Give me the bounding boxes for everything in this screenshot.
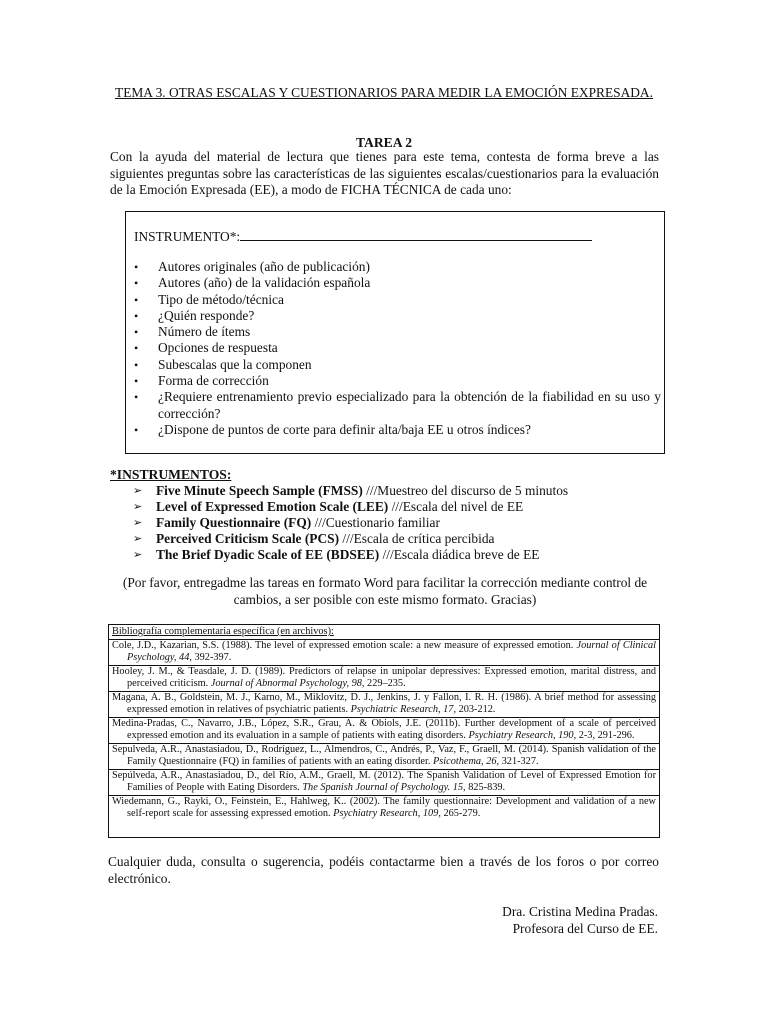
field-item: • Tipo de método/técnica	[134, 291, 284, 307]
reference-item: Sepúlveda, A.R., Anastasiadou, D., del Río, A.M., Graell, M. (2012). The Spanish Validation of Level of Expressed Emotion for Families of People with Eating Disorders. The Spanish Journal of Psychology. 15, 825-839.	[109, 770, 659, 796]
field-item: • Opciones de respuesta	[134, 340, 278, 356]
reference-item: Hooley, J. M., & Teasdale, J. D. (1989). Predictors of relapse in unipolar depressives: Expressed emotion, marital distress, and perceived criticism. Journal of Abnormal Psychology, 98, 229–235.	[109, 666, 659, 692]
instrument-item	[133, 515, 663, 531]
journal-title: The Spanish Journal of Psychology. 15	[302, 782, 464, 793]
field-item: • ¿Dispone de puntos de corte para definir alta/baja EE u otros índices?	[134, 421, 531, 437]
document-title: TEMA 3. OTRAS ESCALAS Y CUESTIONARIOS PARA MEDIR LA EMOCIÓN EXPRESADA.	[115, 85, 653, 100]
instruments-heading: *INSTRUMENTOS:	[110, 467, 232, 482]
instrument-description: ///Escala de crítica percibida	[339, 531, 495, 546]
instrument-item	[133, 499, 663, 515]
journal-title: Psychiatry Research, 190	[468, 730, 574, 741]
instrument-description: ///Escala diádica breve de EE	[379, 547, 540, 562]
arrow-bullet-icon: ➢	[133, 533, 143, 545]
bullet-icon: •	[134, 292, 139, 307]
arrow-bullet-icon: ➢	[133, 549, 143, 561]
instrument-field	[134, 228, 592, 245]
instrument-name: Perceived Criticism Scale (PCS)	[156, 531, 340, 546]
arrow-bullet-icon: ➢	[133, 485, 143, 497]
instrument-label: INSTRUMENTO*:	[134, 229, 241, 244]
intro-paragraph: Con la ayuda del material de lectura que tienes para este tema, contesta de forma breve a las siguientes preguntas sobre las características de las siguientes escalas/cuestionarios para la evaluación de la Emoción Expresada (EE), a modo de FICHA TÉCNICA de cada uno:	[110, 149, 659, 197]
signature-block	[502, 903, 658, 937]
bullet-icon: •	[134, 260, 139, 274]
bullet-icon: •	[134, 341, 139, 356]
instrument-name: Five Minute Speech Sample (FMSS)	[156, 483, 363, 498]
reference-item: Wiedemann, G., Rayki, O., Feinstein, E., Hahlweg, K.. (2002). The family questionnaire: Development and validation of a new self-report scale for assessing expressed emotion. Psychiatry Research, 109, 265-279.	[112, 795, 656, 819]
instrument-item	[133, 531, 663, 547]
closing-paragraph: Cualquier duda, consulta o sugerencia, podéis contactarme bien a través de los foros o por correo electrónico.	[108, 854, 659, 886]
instrument-description: ///Escala del nivel de EE	[388, 499, 524, 514]
instrument-blank-line	[240, 228, 592, 241]
signature-role: Profesora del Curso de EE.	[512, 921, 658, 936]
arrow-bullet-icon: ➢	[133, 501, 143, 513]
reference-item: Magana, A. B., Goldstein, M. J., Karno, M., Miklovitz, D. J., Jenkins, J. y Fallon, I. R. H. (1986). A brief method for assessing expressed emotion in relatives of psychiatric patients. Psychiatric Research, 17, 203-212.	[109, 692, 659, 718]
field-item: • ¿Requiere entrenamiento previo especializado para la obtención de la fiabilidad en su uso y corrección?	[134, 389, 661, 421]
journal-title: Journal of Abnormal Psychology, 98	[210, 678, 362, 689]
bibliography-box	[108, 624, 660, 838]
field-item: • Autores originales (año de publicación)	[134, 259, 370, 274]
field-item: • Número de ítems	[134, 324, 251, 340]
journal-title: Journal of Clinical Psychology, 44	[127, 639, 656, 663]
instrument-name: Level of Expressed Emotion Scale (LEE)	[156, 499, 389, 514]
arrow-bullet-icon: ➢	[133, 517, 143, 529]
reference-item: Sepulveda, A.R., Anastasiadou, D., Rodríguez, L., Almendros, C., Andrés, P., Vaz, F., Graell, M. (2014). Spanish validation of the Family Questionnaire (FQ) in families of patients with an eating disorder. Psicothema, 26, 321-327.	[109, 744, 659, 770]
bullet-icon: •	[134, 276, 139, 291]
bullet-icon: •	[134, 374, 139, 389]
instrument-description: ///Muestreo del discurso de 5 minutos	[362, 483, 569, 498]
bullet-icon: •	[134, 390, 139, 405]
technical-sheet-box	[125, 211, 665, 454]
bullet-icon: •	[134, 422, 139, 437]
field-item: • Subescalas que la componen	[134, 356, 312, 372]
instrument-name: The Brief Dyadic Scale of EE (BDSEE)	[156, 547, 380, 562]
journal-title: Psicothema, 26	[433, 756, 497, 767]
task-heading: TAREA 2	[355, 135, 413, 150]
bullet-icon: •	[134, 325, 139, 340]
technical-sheet-fields	[134, 259, 661, 438]
bullet-icon: •	[134, 308, 139, 323]
instrument-description: ///Cuestionario familiar	[311, 515, 440, 530]
reference-item: Medina-Pradas, C., Navarro, J.B., López, S.R., Grau, A. & Obiols, J.E. (2011b). Further development of a scale of perceived expressed emotion and its evaluation in a sample of patients with eating disorders. Psychiatry Research, 190, 2-3, 291-296.	[109, 718, 659, 744]
instruments-list	[133, 483, 663, 563]
reference-item: Cole, J.D., Kazarian, S.S. (1988). The level of expressed emotion scale: a new measure of expressed emotion. Journal of Clinical Psychology, 44, 392-397.	[109, 640, 659, 666]
instrument-name: Family Questionnaire (FQ)	[156, 515, 312, 530]
bullet-icon: •	[134, 357, 139, 372]
instrument-item	[133, 483, 663, 499]
bibliography-heading: Bibliografía complementaria específica (en archivos):	[109, 625, 659, 640]
submission-note: (Por favor, entregadme las tareas en formato Word para facilitar la corrección mediante control de cambios, a ser posible con este mismo formato. Gracias)	[122, 575, 648, 607]
field-item: • ¿Quién responde?	[134, 307, 255, 323]
journal-title: Psychiatry Research, 109	[333, 808, 439, 819]
field-item: • Forma de corrección	[134, 373, 269, 389]
journal-title: Psychiatric Research, 17	[350, 704, 454, 715]
field-item: • Autores (año) de la validación española	[134, 275, 371, 291]
instrument-item	[133, 547, 663, 563]
signature-name: Dra. Cristina Medina Pradas.	[502, 904, 658, 919]
